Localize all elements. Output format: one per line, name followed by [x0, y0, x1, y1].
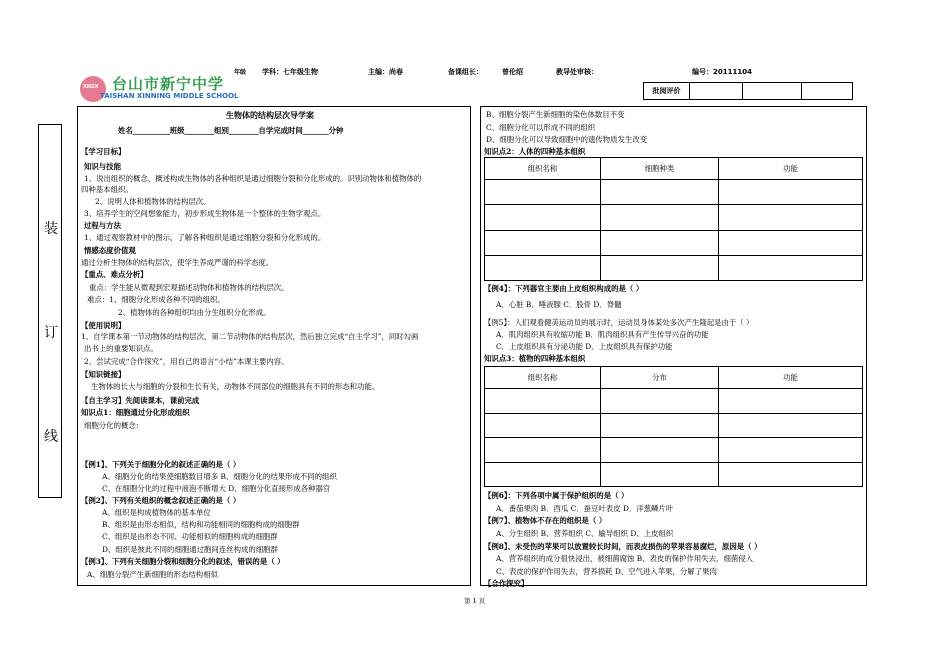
right_bottom-text-line: A、营养组织的成分很快浸出，被细菌腐蚀 B、表皮的保护作用失去，细菌侵入: [496, 554, 754, 563]
left_lines-text-line: 【例3】、下列有关细胞分裂和细胞分化的叙述，错误的是（ ）: [81, 557, 285, 566]
table-cell[interactable]: [601, 389, 719, 414]
left_lines-text-line: 细胞分化的概念：: [84, 421, 144, 430]
grade-label: 年级: [234, 69, 247, 76]
table-cell[interactable]: [601, 438, 719, 463]
review-box: [643, 82, 853, 100]
left_lines-text-line: A、细胞分裂产生新细胞的形态结构相似: [87, 570, 218, 579]
left_lines-text-line: 过程与方法: [84, 221, 121, 230]
left_lines-text-line: 出书上的重要知识点。: [84, 344, 158, 353]
right_top-text-line: C、细胞分化可以形成不同的组织: [486, 123, 596, 132]
table-cell[interactable]: [601, 255, 719, 280]
table-cell[interactable]: [601, 462, 719, 487]
binding-char: 订: [44, 325, 58, 341]
table-cell[interactable]: [719, 230, 863, 255]
school-name-en: TAISHAN XINNING MIDDLE SCHOOL: [100, 92, 239, 100]
table-cell[interactable]: [719, 389, 863, 414]
left_lines-text-line: 2、尝试完成“合作探究”，用自己的语言“小结”本课主要内容。: [84, 357, 289, 366]
right_bottom-text-line: A、分生组织 B、营养组织 C、输导组织 D、上皮组织: [496, 529, 674, 538]
left_lines-text-line: 【学习目标】: [81, 147, 126, 156]
right_mid-text-line: 【例4】：下列器官主要由上皮组织构成的是（ ）: [484, 284, 644, 293]
serial-number: 编号：20111104: [692, 68, 752, 76]
review-cell[interactable]: [690, 83, 743, 100]
left_lines-text-line: 1、自学课本第一节动物体的结构层次，第二节动物体的结构层次，然后独立完成“自主学习”，同时勾画: [81, 332, 419, 341]
review-cell[interactable]: [743, 83, 802, 100]
table-cell[interactable]: [719, 255, 863, 280]
table-cell[interactable]: [719, 205, 863, 230]
review-cell[interactable]: [802, 83, 853, 100]
left_lines-text-line: 1、通过观察教材中的图示，了解各种组织是通过细胞分裂和分化形成的。: [84, 233, 326, 242]
group-leader: 备课组长：: [448, 68, 483, 76]
left_lines-text-line: 2、说明人体和植物体的结构层次。: [95, 197, 211, 206]
binding-char: 装: [44, 221, 58, 237]
right_bottom-text-line: A．番茄果肉 B．西瓜 C．蚕豆叶表皮 D．洋葱鳞片叶: [496, 504, 674, 513]
left_lines-text-line: 情感态度价值观: [84, 246, 136, 255]
left_lines-text-line: 【自主学习】先阅读课本，课前完成: [81, 396, 200, 405]
right_top-text-line: 知识点2：人体的四种基本组织: [484, 147, 586, 156]
left_lines-text-line: 【知识链接】: [81, 370, 126, 379]
table-cell[interactable]: [719, 438, 863, 463]
table-cell[interactable]: [601, 205, 719, 230]
table-header: 功能: [719, 367, 863, 389]
binding-char: 线: [44, 429, 58, 445]
table-cell[interactable]: [601, 230, 719, 255]
school-name-cn: 台山市新宁中学: [112, 75, 225, 93]
left_lines-text-line: A、细胞分化的结果使细胞数目增多 B、细胞分化的结果形成不同的组织: [102, 472, 337, 481]
right_mid-text-line: A．心脏 B．唾液腺 C．股骨 D．脊髓: [496, 300, 622, 309]
table-cell[interactable]: [719, 180, 863, 205]
table-cell[interactable]: [485, 438, 601, 463]
left_lines-text-line: 生物体的长大与细胞的分裂和生长有关，动物体不同部位的细胞具有不同的形态和功能。: [91, 382, 380, 391]
table-header: 功能: [719, 158, 863, 180]
left_lines-text-line: B、组织是由形态相似，结构和功能相同的细胞构成的细胞群: [102, 520, 300, 529]
page-footer: 第 1 页: [464, 597, 486, 605]
left_lines-text-line: 3、培养学生的空间想象能力，初步形成生物体是一个整体的生物学观点。: [84, 209, 326, 218]
table-cell[interactable]: [485, 205, 601, 230]
right_bottom-text-line: 【合作探究】: [484, 579, 529, 588]
left_lines-text-line: 【使用说明】: [81, 321, 126, 330]
left_lines-text-line: A、组织是构成植物体的基本单位: [102, 508, 211, 517]
right_top-text-line: D、细胞分化可以导致细胞中的遗传物质发生改变: [486, 135, 648, 144]
table-cell[interactable]: [485, 462, 601, 487]
left_lines-text-line: 通过分析生物体的结构层次，使学生养成严谨的科学态度。: [81, 258, 274, 267]
left_lines-text-line: 2、植物体的各种组织均由分生组织分化形成。: [118, 308, 271, 317]
right_bottom-text-line: C、表皮的保护作用失去，营养损耗 D、空气进入苹果，分解了果肉: [496, 567, 717, 576]
left_lines-text-line: 难点：1、细胞分化形成各种不同的组织。: [87, 295, 225, 304]
review-label: 批阅评价: [644, 83, 690, 100]
left_lines-text-line: 1、说出组织的概念，概述构成生物体的各种组织是通过细胞分裂和分化形成的。识别动物体和植物体的: [84, 174, 422, 183]
left_lines-text-line: 【重点、难点分析】: [81, 270, 148, 279]
plant-tissue-table: [484, 366, 863, 487]
left_lines-text-line: D、组织是彼此不同的细胞通过胞间连丝构成的细胞群: [102, 545, 278, 554]
logo-abbr: XNZX: [83, 84, 99, 90]
table-cell[interactable]: [485, 180, 601, 205]
table-cell[interactable]: [485, 413, 601, 438]
group-leader-name: 曾伦绍: [502, 68, 523, 76]
right_mid-text-line: C．上皮组织具有分泌功能 D．上皮组织具有保护功能: [496, 342, 673, 351]
editor: 主编：尚春: [368, 68, 403, 76]
table-cell[interactable]: [601, 180, 719, 205]
student-info-line[interactable]: 姓名__________班级________组别________自学完成时间_______分钟: [118, 126, 344, 135]
table-header: 细胞种类: [601, 158, 719, 180]
table-header: 组织名称: [485, 367, 601, 389]
left_lines-text-line: 重点：学生能从微观到宏观描述动物体和植物体的结构层次。: [89, 283, 289, 292]
right_bottom-text-line: 【例6】：下列各项中属于保护组织的是（ ）: [484, 491, 629, 500]
right_mid-text-line: A．肌肉组织具有收缩功能 B．肌肉组织具有产生传导兴奋的功能: [496, 330, 709, 339]
left_lines-text-line: 四种基本组织。: [81, 185, 133, 194]
table-cell[interactable]: [485, 230, 601, 255]
subject: 学科：七年级生物: [262, 68, 318, 76]
human-tissue-table: [484, 157, 863, 281]
left_lines-text-line: 知识点1：细胞通过分化形成组织: [81, 408, 190, 417]
left_lines-text-line: C、组织是由形态不同、功能相似的细胞构成的细胞群: [102, 532, 278, 541]
left_lines-text-line: 【例2】、下列有关组织的概念叙述正确的是（ ）: [81, 496, 241, 505]
table-cell[interactable]: [485, 389, 601, 414]
right_mid-text-line: 知识点3：植物的四种基本组织: [484, 354, 586, 363]
right_bottom-text-line: 【例7】、植物体不存在的组织是（ ）: [484, 516, 607, 525]
table-cell[interactable]: [601, 413, 719, 438]
right_bottom-text-line: 【例8】、未受伤的苹果可以放置较长时间，而表皮损伤的苹果容易腐烂，原因是（ ）: [484, 542, 762, 551]
left_lines-text-line: C、在细胞分化的过程中液泡不断增大 D、细胞分化直接形成各种器官: [102, 484, 331, 493]
left_lines-text-line: 【例1】、下列关于细胞分化的叙述正确的是（ ）: [81, 460, 241, 469]
left_lines-text-line: 知识与技能: [84, 162, 121, 171]
reviewer: 教导处审核：: [556, 68, 598, 76]
table-cell[interactable]: [485, 255, 601, 280]
table-cell[interactable]: [719, 462, 863, 487]
page-title: 生物体的结构层次导学案: [226, 110, 314, 120]
right_top-text-line: B、细胞分裂产生新细胞的染色体数目不变: [486, 110, 625, 119]
table-header: 组织名称: [485, 158, 601, 180]
table-header: 分布: [601, 367, 719, 389]
table-cell[interactable]: [719, 413, 863, 438]
right_mid-text-line: 【例5】：人们观看健美运动员的展示时，运动员身体某处多次产生隆起是由于（ ）: [484, 318, 754, 327]
